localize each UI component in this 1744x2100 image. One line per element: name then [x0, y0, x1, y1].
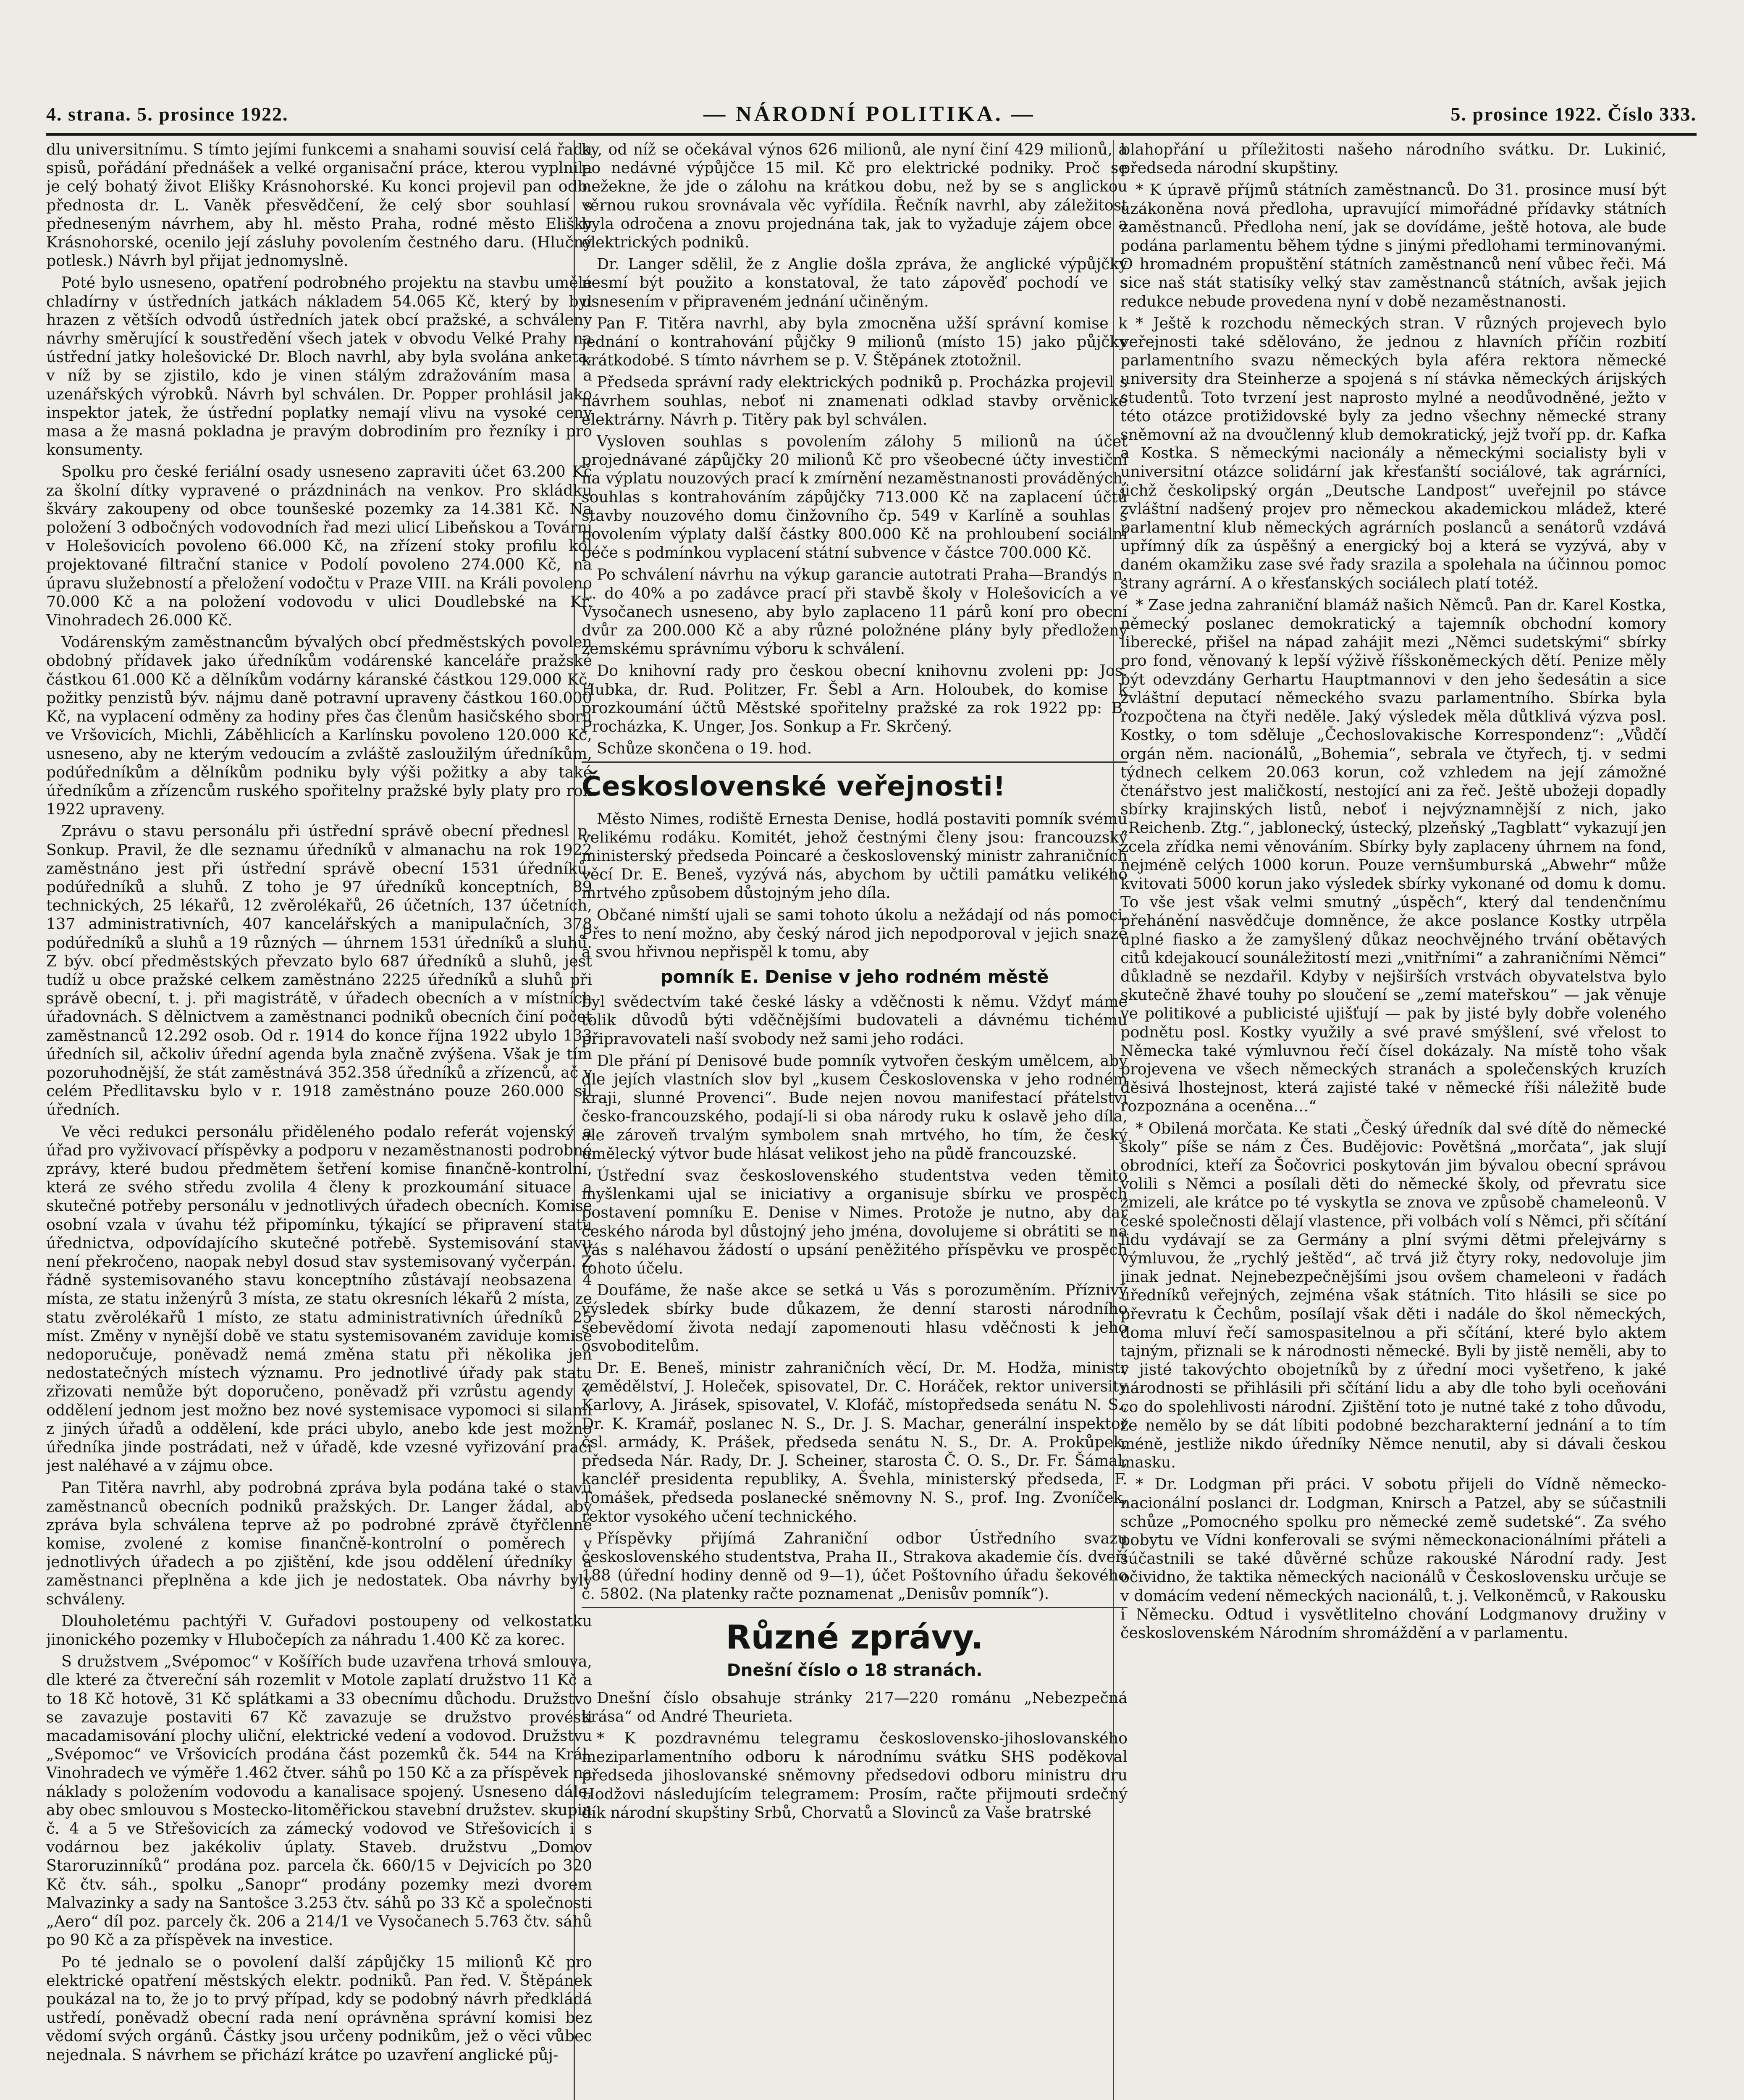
paragraph: Pan F. Titěra navrhl, aby byla zmocněna užší správní komise k jednání o kontrahování půjčky 9 milionů (místo 15) jako půjčky krátkodobé. S tímto návrhem se p. V. Štěpánek ztotožnil.: [582, 314, 1128, 370]
paragraph: * Ještě k rozchodu německých stran. V různých projevech bylo veřejnosti také sdělováno, že jednou z hlavních příčin rozbití parlamentního svazu německých byla aféra rektora německé university dra Steinherze a spojená s ní stávka německých árijských studentů. Toto tvrzení jest naprosto mylné a neodůvodněné, ježto v této otázce protižidovské byly za jedno všechny německé strany sněmovní až na dvoučlenný klub demokratický, jejž tvoří pp. dr. Kafka a Kostka. S německými nacionály a německými socialisty byli v universitní otázce solidární jak křesťanští sociálové, tak agrárníci, jichž českolipský orgán „Deutsche Landpost“ uveřejnil po stávce zvláštní nadšený projev pro německou akademickou mládež, které parlamentní klub německých agrárních poslanců a senátorů vzdává upřímný dík za úspěšný a energický boj a která se vyzývá, aby v daném okamžiku zase své řady srazila a spolehala na účinnou pomoc strany agrární. A o křesťanských sociálech platí totéž.: [1120, 314, 1666, 592]
column-3: [1120, 140, 1666, 2100]
paragraph: * Zase jedna zahraniční blamáž našich Němců. Pan dr. Karel Kostka, německý poslanec demokratický a tajemník obchodní komory liberecké, přišel na nápad zahájit mezi „Němci sudetskými“ sbírky pro fond, věnovaný k lepší výživě říšskoněmeckých dětí. Penize měly být odevzdány Gerhartu Hauptmannovi v den jeho šedesátin a sice zvláštní deputací německého svazu parlamentního. Sbírka byla rozpočtena na čtyři neděle. Jaký výsledek měla důtklivá výzva posl. Kostky, o tom sděluje „Čechoslovakische Korrespondenz“: „Vůdčí orgán něm. nacionálů, „Bohemia“, sebrala ve čtyřech, tj. v sedmi týdnech celkem 20.063 korun, což vzhledem na její zámožné čtenářstvo jest maličkostí, nestojící ani za řeč. Ještě ubožeji dopadly sbírky krajinských listů, neboť i nejvýznamnější z nich, jako „Reichenb. Ztg.“, jablonecký, ústecký, plzeňský „Tagblatt“ vykazují jen zcela zřídka nemi věnováním. Sbírky byly zaplaceny úhrnem na fond, nejméně celých 1000 korun. Pouze vernšumburská „Abwehr“ může kvitovati 5000 korun jako výsledek sbírky vykonané od domu k domu. To vše jest však velmi smutný „úspěch“, který dal tendenčnímu přehánění nasvědčuje domněnce, že akce poslance Kostky utrpěla úplné fiasko a že zamyšlený důkaz neochvějného trvání obětavých citů kdejakoucí sounáležitostí mezi „vnitřními“ a zahraničními Němci“ důkladně se nezdařil. Kdyby v nejširších vrstvách obyvatelstva bylo skutečně žhavé touhy po sloučení se „zemí mateřskou“ — jak věnuje ve politikové a publicisté ujišťují — pak by jisté byly dobře voleného podnětu posl. Kostky využily a své pravé smýšlení, své vřelost to Německa také výmluvnou řečí čísel dokázaly. Na místě toho však projevena ve všech německých stranách a společenských kruzích děsivá lhostejnost, která zajisté také v německé říši náležitě bude rozpoznána a oceněna…“: [1120, 596, 1666, 1116]
paragraph: Doufáme, že naše akce se setká u Vás s porozuměním. Příznivý výsledek sbírky bude důkazem, že denní starosti národního sebevědomí života nedají zapomenouti hlasu vděčnosti k jeho osvoboditelům.: [582, 1281, 1128, 1355]
header-left: 4. strana. 5. prosince 1922.: [46, 103, 288, 125]
paragraph: Předseda správní rady elektrických podniků p. Procházka projevil s návrhem souhlas, neboť ni znamenati odklad stavby orvěnické elektrárny. Návrh p. Titěry pak byl schválen.: [582, 373, 1128, 428]
paragraph: Po schválení návrhu na výkup garancie autotrati Praha—Brandýs n. L. do 40% a po zadávce prací při stavbě školy v Holešovicích a ve Vysočanech usneseno, aby bylo zaplaceno 11 párů koní pro obecní dvůr za 200.000 Kč a aby různé položnéne plány byly předloženy zemskému správnímu výboru k schválení.: [582, 565, 1128, 658]
subheadline-pages: Dnešní číslo o 18 stranách.: [726, 1660, 983, 1680]
paragraph: blahopřání u příležitosti našeho národního svátku. Dr. Lukinić, předseda národní skupštiny.: [1120, 140, 1666, 177]
paragraph: Občané nimští ujali se sami tohoto úkolu a nežádají od nás pomoci. Přes to není možno, aby český národ jich nepodporoval v jejich snaze a svou hřivnou nepřispěl k tomu, aby: [582, 906, 1128, 961]
paragraph: * Obilená morčata. Ke stati „Český úředník dal své dítě do německé školy“ píše se nám z Čes. Budějovic: Povětšná „morčata“, jak slují obrodníci, kteří za Šočovrici poskytován jim bývalou obecní správou volili s Němci a posílali děti do německé školy, od převratu sice zmizeli, ale krátce po té vyskytla se znova ve způsobě chameleonů. V české společnosti dělají vlastence, při volbách volí s Němci, při sčítání lidu vydávají se za Germány a plní svými dětmi přelejvárny s výmluvou, že „rychlý ještěd“, ač trvá již čtyry roky, nedovoluje jim jinak jednat. Nejnebezpečnějšími jsou ovšem chameleoni v řadách úředníků veřejných, zejména však státních. Tito hlásili se sice po převratu k Čechům, posílají však děti i nadále do škol německých, doma mluví řečí samospasitelnou a při sčítání, které bylo aktem tajným, přiznali se k národnosti německé. Byli by jistě neměli, aby to v jisté takovýchto obojetníků by z úřední moci vyšetřeno, k jaké národnosti se přihlásili při sčítání lidu a aby dle toho byli oceňováni co do spolehlivosti národní. Zjištění toto je nutné také z toho důvodu, že nemělo by se dát líbiti podobné bezcharakterní jednání a to tím méně, jestliže nikdo úředníky Němce nenutil, aby si dávali českou masku.: [1120, 1119, 1666, 1472]
subheadline-monument: pomník E. Denise v jeho rodném městě: [660, 966, 1049, 987]
header-right: 5. prosince 1922. Číslo 333.: [1450, 103, 1697, 125]
paragraph: Spolku pro české feriální osady usneseno zapraviti účet 63.200 Kč za školní dítky vypravené o prázdninách na venkov. Pro skládku škváry zakoupeny od obce tounšeské pozemky za 14.381 Kč. Na položení 3 odbočných vodovodních řad mezi ulicí Libeňskou a Tovární v Holešovicích povoleno 66.000 Kč, na zřízení stoky profilu kol projektované filtrační stanice v Podolí povoleno 274.000 Kč, na úpravu služebností a přeložení vodočtu v Praze VIII. na Králi povoleno 70.000 Kč a na položení vodovodu v ulici Doudlebské na Kr. Vinohradech 26.000 Kč.: [46, 462, 592, 630]
paragraph: Příspěvky přijímá Zahraniční odbor Ústředního svazu československého studentstva, Praha II., Strakova akademie čís. dveří 188 (úřední hodiny denně od 9—1), účet Poštovního úřadu šekového č. 5802. (Na platenky račte poznamenat „Denisův pomník“).: [582, 1529, 1128, 1603]
paragraph: Dr. Langer sdělil, že z Anglie došla zpráva, že anglické výpůjčky nesmí být použito a konstatoval, že tato zápověď pochodí ve s usnesením v připraveném jednání učiněným.: [582, 255, 1128, 310]
paragraph: Ústřední svaz československého studentstva veden těmito myšlenkami ujal se iniciativy a organisuje sbírku ve prospěch postavení pomníku E. Denise v Nimes. Protože je nutno, aby dar českého národa byl důstojný jeho jména, dovolujeme si obrátiti se na Vás s naléhavou žádostí o upsání peněžitého příspěvku ve prospěch tohoto účelu.: [582, 1166, 1128, 1277]
paragraph: Zprávu o stavu personálu při ústřední správě obecní přednesl p. Sonkup. Pravil, že dle seznamu úředníků v almanachu na rok 1922 zaměstnáno jest při ústřední správě obecní 1531 úředníků, podúředníků a sluhů. Z toho je 97 úředníků konceptních, 89 technických, 25 lékařů, 12 zvěrolékařů, 26 účetních, 137 účetních, 137 administrativních, 407 kancelářských a manipulačních, 378 podúředníků a sluhů a 19 různých — úhrnem 1531 úředníků a sluhů. Z býv. obcí předměstských převzato bylo 687 úředníků a sluhů, jest tudíž u obce pražské celkem zaměstnáno 2225 úředníků a sluhů při správě obecní, t. j. při magistrátě, v úřadech obecních a v místních úřadovnách. S dělnictvem a zaměstnanci podniků obecních činí počet zaměstnanců 12.292 osob. Od r. 1914 do konce října 1922 ubylo 133 úředních sil, ačkoliv úřední agenda byla značně zvýšena. Však je tím pozoruhodnější, že stát zaměstnává 352.358 úředníků a zřízenců, ač v celém Předlitavsku bylo v r. 1918 zaměstnáno pouze 260.000 sil úředních.: [46, 822, 592, 1119]
section-rule: [582, 761, 1128, 763]
paragraph: Vodárenským zaměstnancům bývalých obcí předměstských povolen obdobný přídavek jako úředníkům vodárenské kanceláře pražské částkou 61.000 Kč a dělníkům vodárny káranské částkou 129.000 Kč, požitky penzistů býv. nájmu daně potravní upraveny částkou 160.000 Kč, na vyplacení odměny za hodiny přes čas členům hasičského sboru ve Vršovicích, Michli, Záběhlicích a Karlínsku povoleno 120.000 Kč, usneseno, aby ne kterým vedoucím a zvláště zasloužilým úředníkům, podúředníkům a dělníkům podniku byly výši požitky a aby také úředníkům a zřízencům ruského spořitelny pražské byly platy pro rok 1922 upraveny.: [46, 633, 592, 819]
paragraph: Ve věci redukci personálu přiděleného podalo referát vojenský a úřad pro vyživovací příspěvky a podporu v nezaměstnanosti podrobné zprávy, které budou předmětem šetření komise finančně-kontrolní, která ze svého středu zvolila 4 členy k prozkoumání situace a skutečné potřeby personálu v jednotlivých úřadech obecních. Komise osobní vzala v úvahu též připomínku, týkající se připravení statu úřednictva, odpovídajícího skutečné potřebě. Systemisování stavu není překročeno, naopak nebyl dosud stav systemisovaný vyčerpán. Z řádně systemisovaného stavu konceptního zůstávají neobsazena 4 místa, ze statu inženýrů 3 místa, ze statu okresních lékařů 2 místa, ze statu zvěrolékařů 1 místo, ze statu administrativních úředníků 25 míst. Změny v nynější době ve statu systemisovaném zaviduje komise nedoporučuje, poněvadž nemá změna statu při několika jen nedostatečných místech významu. Pro jednotlivé úřady pak statu zřizovati nemůže být doporučeno, poněvadž při vzrůstu agendy v oddělení jednom jest možno bez nové systemisace vypomoci si silami z jiných úřadů a oddělení, kde práci ubylo, anebo kde jest možno úředníka jinde postrádati, než v úřadě, kde vzesné vyřizování prací jest naléhavé a v zájmu obce.: [46, 1122, 592, 1475]
paragraph: byl svědectvím také české lásky a vděčnosti k němu. Vždyť máme tolik důvodů býti vděčnějšími budovateli a dávnému tichému připravovateli naší svobody než sami jeho rodáci.: [582, 992, 1128, 1048]
paragraph: Do knihovní rady pro českou obecní knihovnu zvoleni pp: Jos. Hubka, dr. Rud. Politzer, Fr. Šebl a Arn. Holoubek, do komise k prozkoumání účtů Městské spořitelny pražské za rok 1922 pp: B. Procházka, K. Unger, Jos. Sonkup a Fr. Skrčený.: [582, 662, 1128, 736]
paragraph: Dle přání pí Denisové bude pomník vytvořen českým umělcem, aby dle jejích vlastních slov byl „kusem Československa v jeho rodném kraji, slunné Provenci“. Bude nejen novou manifestací přátelství česko-francouzského, podají-li si oba národy ruku k oslavě jeho díla, ale zároveň trvalým symbolem snah mrtvého, ho tím, že český umělecký výtvor bude hlásat velikost jeho na půdě francouzské.: [582, 1051, 1128, 1163]
headline-appeal: Československé veřejnosti!: [582, 771, 1006, 802]
paragraph: Město Nimes, rodiště Ernesta Denise, hodlá postaviti pomník svému velikému rodáku. Komitét, jehož čestnými členy jsou: francouzský ministerský předseda Poincaré a československý ministr zahraničních věcí Dr. E. Beneš, vyzývá nás, abychom by učtili památku velikého mrtvého způsobem důstojným jeho díla.: [582, 809, 1128, 902]
paragraph: Dr. E. Beneš, ministr zahraničních věcí, Dr. M. Hodža, ministr zemědělství, J. Holeček, spisovatel, Dr. C. Horáček, rektor university Karlovy, A. Jirásek, spisovatel, V. Klofáč, místopředseda senátu N. S., Dr. K. Kramář, poslanec N. S., Dr. J. S. Machar, generální inspektor čsl. armády, K. Prášek, předseda senátu N. S., Dr. A. Prokůpek, předseda Nár. Rady, Dr. J. Scheiner, starosta Č. O. S., Dr. Fr. Šámal, kancléř presidenta republiky, A. Švehla, ministerský předseda, F. Tomášek, předseda poslanecké sněmovny N. S., prof. Ing. Zvoníček, rektor vysokého učení technického.: [582, 1358, 1128, 1525]
paragraph: Pan Titěra navrhl, aby podrobná zpráva byla podána také o stavu zaměstnanců obecních podniků pražských. Dr. Langer žádal, aby zpráva byla schválena teprve až po podrobné zprávě čtyřčlenné komise, zvolené z komise finančně-kontrolní o poměrech v jednotlivých úřadech a po zjištění, kde jsou oddělení úředníky a zaměstnanci přeplněna a kde jich je nedostatek. Oba návrhy byly schváleny.: [46, 1478, 592, 1608]
headline-news: Různé zprávy.: [726, 1618, 983, 1656]
paragraph: * Dr. Lodgman při práci. V sobotu přijeli do Vídně německo-nacionální poslanci dr. Lodgman, Knirsch a Patzel, aby se súčastnili schůze „Pomocného spolku pro německé země sudetské“. Za svého pobytu ve Vídni konferovali se svými německonacionálními přáteli a súčastnili se také důvěrné schůze rakouské Národní rady. Jest očividno, že taktika německých nacionálů v Československu určuje se v domácím vedení německých nacionálů, t. j. Velkoněmců, v Rakousku i Německu. Odtud i vysvětlitelno chování Lodgmanovy družiny v československém Národním shromáždění a v parlamentu.: [1120, 1475, 1666, 1642]
header-rule: [46, 133, 1697, 136]
paragraph: * K úpravě příjmů státních zaměstnanců. Do 31. prosince musí být uzákoněna nová předloha, upravující mimořádné přídavky státních zaměstnanců. Předloha není, jak se dovídáme, ještě hotova, ale bude podána parlamentu během týdne s jinými předlohami terminovanými. O hromadném propuštění státních zaměstnanců není vůbec řeči. Má sice naš stát statisíky velký stav zaměstnanců státních, avšak jejich redukce nebude provedena nyní v době nezaměstnanosti.: [1120, 181, 1666, 310]
paragraph: Schůze skončena o 19. hod.: [597, 739, 812, 758]
paragraph: * K pozdravnému telegramu československo-jihoslovanského meziparlamentního odboru k národnímu svátku SHS poděkoval předseda jihoslovanské sněmovny předsedovi odboru ministru dru Hodžovi následujícím telegramem: Prosím, račte přijmouti srdečný dík národní skupštiny Srbů, Chorvatů a Slovinců za Vaše bratrské: [582, 1729, 1128, 1822]
paragraph: S družstvem „Svépomoc“ v Košířích bude uzavřena trhová smlouva, dle které za čtvereční sáh rozemlit v Motole zaplatí družstvo 11 Kč a to 18 Kč hotově, 31 Kč splátkami a 33 obecnímu důchodu. Družstvo se zavazuje postaviti 67 Kč zavazuje se družstvo provésti macadamisování plochy uliční, elektrické vedení a vodovod. Družstvu „Svépomoc“ ve Vršovicích prodána část pozemků čk. 544 na Král. Vinohradech ve výměře 1.462 čtver. sáhů po 150 Kč a za příspěvek na náklady s položením vodovodu a kanalisace spojený. Usneseno dále, aby obec smlouvou s Mostecko-litoměřickou stavební družstev. skupin č. 4 a 5 ve Střešovicích za zámecký vodovod ve Střešovicích i s vodárnou bez jakékoliv úplaty. Staveb. družstvu „Domov Staroruzinníků“ prodána poz. parcela čk. 660/15 v Dejvicích po 320 Kč čtv. sáh., spolku „Sanopr“ prodány pozemky mezi dvorem Malvazinky a sady na Santošce 3.253 čtv. sáhů po 33 Kč a společnosti „Aero“ díl poz. parcely čk. 206 a 214/1 ve Vysočanech 5.763 čtv. sáhů po 90 Kč a za příspěvek na investice.: [46, 1652, 592, 1949]
column-1: [46, 140, 592, 2100]
paragraph: Vysloven souhlas s povolením zálohy 5 milionů na účet projednávané zápůjčky 20 milionů Kč pro všeobecné účty investiční na výplatu nouzových prací k zmírnění nezaměstnanosti prováděných, souhlas s kontrahováním zápůjčky 713.000 Kč na zaplacení účtů stavby nouzového domu činžovního čp. 549 v Karlíně a souhlas s povolením výplaty další částky 800.000 Kč na prohloubení sociální péče s podmínkou vyplacení státní subvence v částce 700.000 Kč.: [582, 432, 1128, 562]
section-rule: [582, 1607, 1128, 1608]
column-2: [582, 140, 1128, 2100]
paragraph: Dlouholetému pachtýři V. Guřadovi postoupeny od velkostatku jinonického pozemky v Hlubočepích za náhradu 1.400 Kč za korec.: [46, 1612, 592, 1649]
page-header: [46, 99, 1697, 129]
paragraph: Poté bylo usneseno, opatření podrobného projektu na stavbu umělé chladírny v ústředních jatkách nákladem 54.065 Kč, který by byl hrazen z větších odvodů ústředních jatek obcí pražské, a schváleny návrhy směrující k soustředění všech jatek v obvodu Velké Prahy na ústřední jatky holešovické Dr. Bloch navrhl, aby byla svolána anketa, v níž by se zjistilo, kdo je vinen stálým zdražováním masa a uzenářských výrobků. Návrh byl schválen. Dr. Popper prohlásil jako inspektor jatek, že ústřední poplatky nemají vlivu na vysoké ceny masa a že masná pokladna je pravým dobrodiním pro řezníky i pro konsumenty.: [46, 273, 592, 459]
paragraph: Po té jednalo se o povolení další zápůjčky 15 milionů Kč pro elektrické opatření městských elektr. podniků. Pan řed. V. Štěpánek poukázal na to, že jo to prvý případ, kdy se podobný návrh předkládá ustředí, poněvadž obecní rada není oprávněna správní komisi bez vědomí svých orgánů. Částky jsou určeny podnikům, jež o věci vůbec nejednala. S návrhem se přichází krátce po uzavření anglické půj-: [46, 1953, 592, 2064]
paragraph: ky, od níž se očekával výnos 626 milionů, ale nyní činí 429 milionů, a po nedávné výpůjčce 15 mil. Kč pro elektrické podniky. Proč se nežekne, že jde o zálohu na krátkou dobu, než by se s anglickou věrnou rukou srovnávala věc vyřídila. Řečník navrhl, aby záležitost byla odročena a znovu projednána tak, jak to vyžaduje zájem obce a elektrických podniků.: [582, 140, 1128, 252]
paragraph: dlu universitnímu. S tímto jejími funkcemi a snahami souvisí celá řada spisů, pořádání přednášek a velké organisační práce, kterou vyplnila je celý bohatý život Elišky Krásnohorské. Ku konci projevil pan odb. přednosta dr. L. Vaněk přesvědčení, že celý sbor souhlasí s předneseným návrhem, aby hl. město Praha, rodné město Elišky Krásnohorské, ocenilo její zásluhy povolením čestného daru. (Hlučný potlesk.) Návrh byl přijat jednomyslně.: [46, 140, 592, 270]
masthead-title: — NÁRODNÍ POLITIKA. —: [703, 102, 1036, 126]
paragraph: Dnešní číslo obsahuje stránky 217—220 románu „Nebezpečná krása“ od André Theurieta.: [582, 1688, 1128, 1725]
